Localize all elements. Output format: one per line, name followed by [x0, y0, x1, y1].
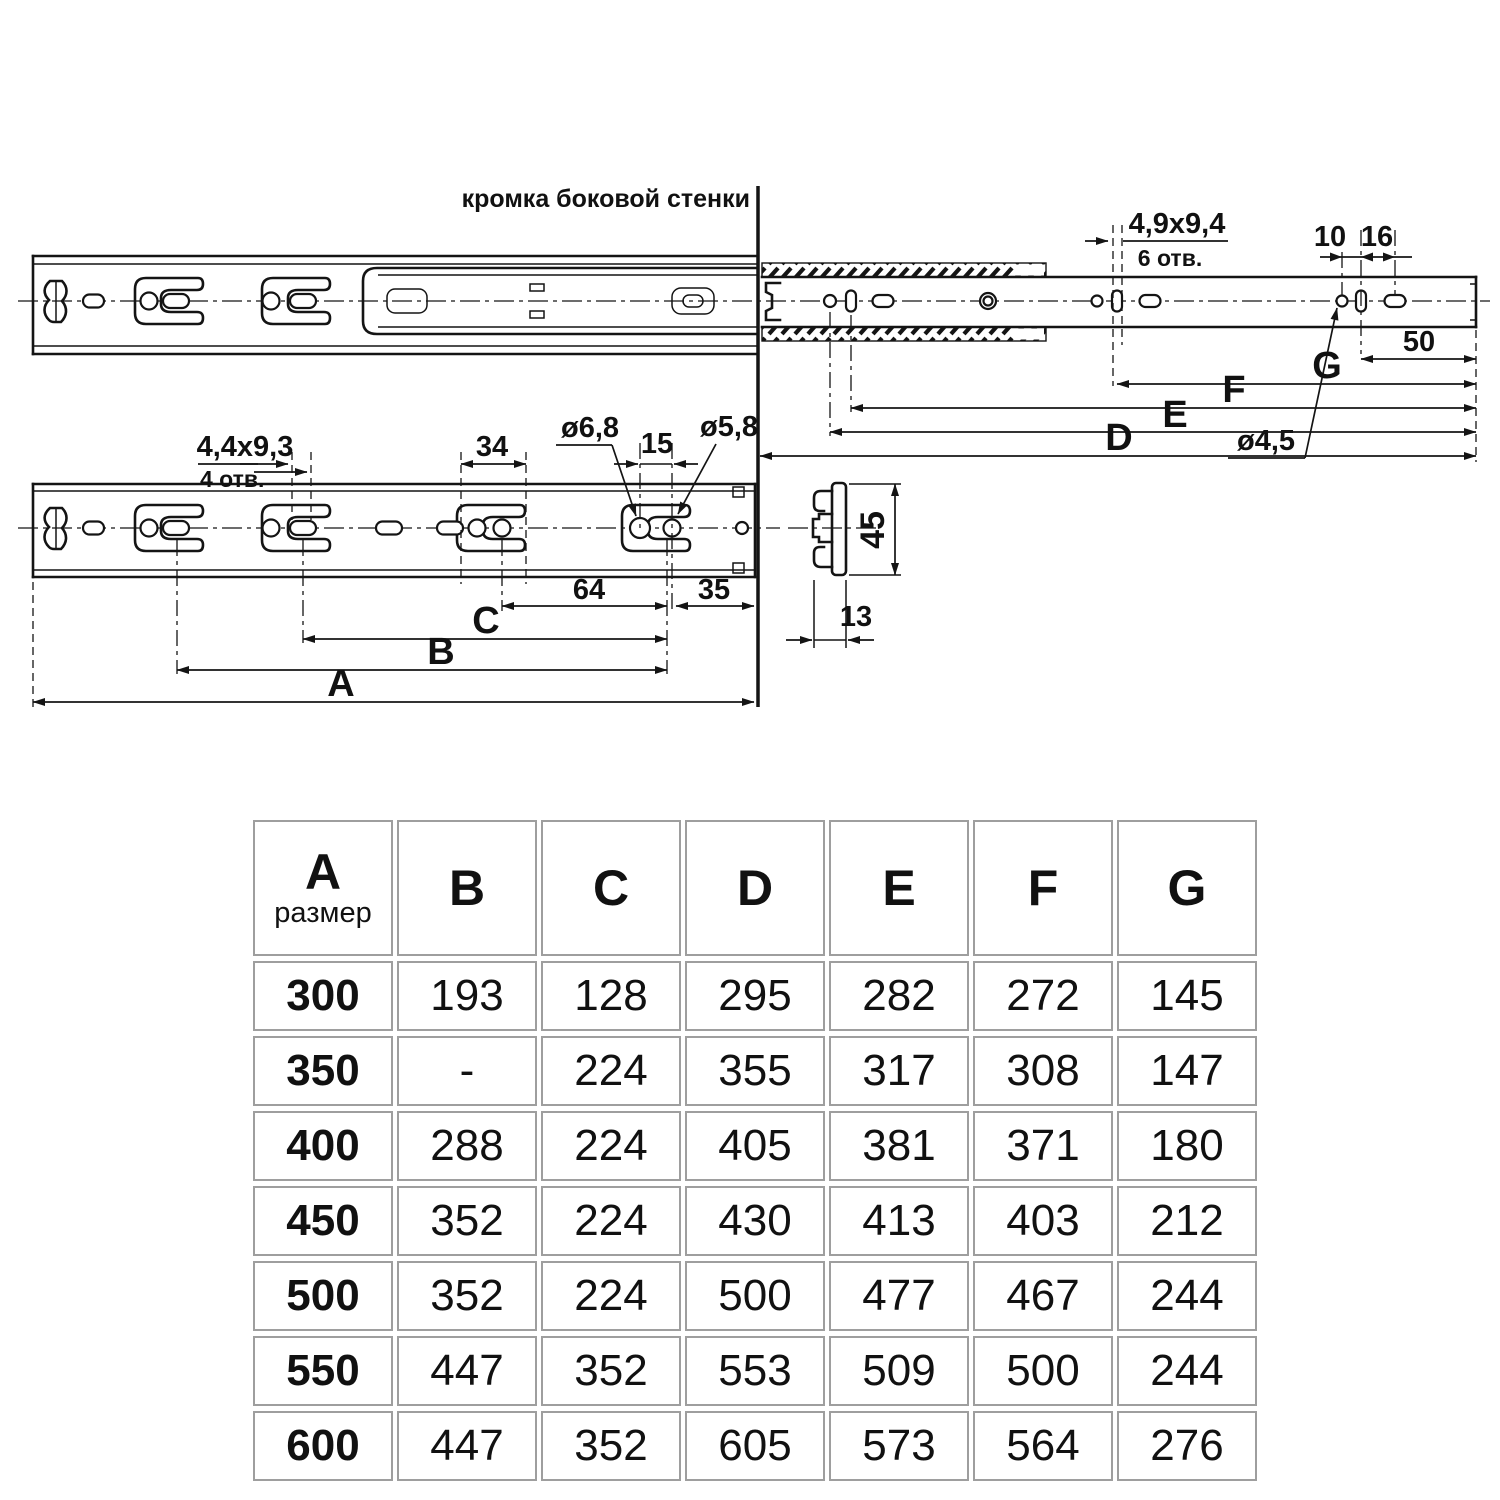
dim-13-width: 13 — [839, 601, 873, 633]
col-header-G — [1117, 820, 1257, 956]
dimensions-table — [249, 815, 1261, 1486]
dim-35: 35 — [697, 574, 731, 606]
cell-value: 224 — [541, 1261, 681, 1331]
cell-value: 405 — [685, 1111, 825, 1181]
rail-cross-section — [786, 483, 901, 648]
cell-value: 244 — [1117, 1261, 1257, 1331]
cell-value: 224 — [541, 1036, 681, 1106]
cell-value: 295 — [685, 961, 825, 1031]
cell-value: - — [397, 1036, 537, 1106]
cell-value: 224 — [541, 1186, 681, 1256]
cell-value: 371 — [973, 1111, 1113, 1181]
cell-value: 212 — [1117, 1186, 1257, 1256]
cell-value: 180 — [1117, 1111, 1257, 1181]
dim-G-label: G — [1312, 345, 1342, 387]
cell-value: 605 — [685, 1411, 825, 1481]
cell-value: 500 — [973, 1336, 1113, 1406]
col-header-B — [397, 820, 537, 956]
col-header-letter: F — [1027, 859, 1059, 916]
col-header-letter: E — [882, 859, 916, 916]
cell-value: 573 — [829, 1411, 969, 1481]
col-header-A — [253, 820, 393, 956]
cell-value: 147 — [1117, 1036, 1257, 1106]
dim-D-label: D — [1105, 417, 1133, 459]
col-header-letter: B — [448, 859, 486, 916]
cell-value: 403 — [973, 1186, 1113, 1256]
cell-value: 413 — [829, 1186, 969, 1256]
cell-value: 317 — [829, 1036, 969, 1106]
table-row — [253, 1411, 1257, 1481]
lower-dimensions — [33, 411, 758, 707]
dim-15: 15 — [640, 428, 674, 460]
cell-value: 467 — [973, 1261, 1113, 1331]
table-row — [253, 1036, 1257, 1106]
cell-value: 352 — [397, 1186, 537, 1256]
cell-size: 550 — [253, 1336, 393, 1406]
upper-outer-rail — [33, 256, 757, 354]
dim-B-label: B — [427, 631, 455, 673]
dim-hole-dia-58: ø5,8 — [699, 411, 759, 443]
dim-slot-count-left: 4 отв. — [200, 466, 265, 492]
cell-value: 128 — [541, 961, 681, 1031]
table-row — [253, 1186, 1257, 1256]
table-row — [253, 1111, 1257, 1181]
dim-hole-dia-68: ø6,8 — [560, 412, 620, 444]
col-header-letter: D — [736, 859, 774, 916]
dim-10: 10 — [1313, 221, 1347, 253]
cell-value: 509 — [829, 1336, 969, 1406]
cell-size: 400 — [253, 1111, 393, 1181]
dim-A-label: A — [327, 663, 355, 705]
upper-middle-rail — [363, 268, 757, 334]
dim-64: 64 — [572, 574, 606, 606]
dim-45-height: 45 — [854, 511, 892, 549]
table-header-row — [253, 820, 1257, 956]
col-header-letter: C — [592, 859, 630, 916]
col-header-letter: A — [304, 843, 342, 900]
col-header-E — [829, 820, 969, 956]
cell-size: 350 — [253, 1036, 393, 1106]
dim-slot-size-right: 4,9x9,4 — [1128, 208, 1226, 240]
cell-value: 381 — [829, 1111, 969, 1181]
cell-value: 276 — [1117, 1411, 1257, 1481]
cell-value: 145 — [1117, 961, 1257, 1031]
cell-size: 500 — [253, 1261, 393, 1331]
dim-slot-size-left: 4,4x9,3 — [196, 431, 294, 463]
wall-edge-label: кромка боковой стенки — [461, 185, 750, 213]
cell-value: 430 — [685, 1186, 825, 1256]
cell-size: 600 — [253, 1411, 393, 1481]
lower-rail — [33, 484, 755, 577]
col-header-C — [541, 820, 681, 956]
cell-value: 288 — [397, 1111, 537, 1181]
cell-value: 272 — [973, 961, 1113, 1031]
dim-F-label: F — [1222, 369, 1246, 411]
dim-E-label: E — [1162, 394, 1188, 436]
cell-value: 352 — [541, 1336, 681, 1406]
col-header-sub: размер — [274, 897, 372, 930]
dimensions-table-wrap — [249, 815, 1500, 1486]
cell-value: 355 — [685, 1036, 825, 1106]
cell-value: 224 — [541, 1111, 681, 1181]
col-header-F — [973, 820, 1113, 956]
cell-value: 282 — [829, 961, 969, 1031]
table-row — [253, 1261, 1257, 1331]
cell-value: 477 — [829, 1261, 969, 1331]
table-row — [253, 1336, 1257, 1406]
dim-16: 16 — [1360, 221, 1394, 253]
cell-value: 352 — [541, 1411, 681, 1481]
cell-value: 553 — [685, 1336, 825, 1406]
col-header-D — [685, 820, 825, 956]
cell-value: 447 — [397, 1336, 537, 1406]
cell-size: 300 — [253, 961, 393, 1031]
cell-size: 450 — [253, 1186, 393, 1256]
cell-value: 352 — [397, 1261, 537, 1331]
col-header-letter: G — [1167, 859, 1207, 916]
dim-34: 34 — [475, 431, 509, 463]
cell-value: 193 — [397, 961, 537, 1031]
cell-value: 308 — [973, 1036, 1113, 1106]
extended-rail — [762, 263, 1476, 341]
table-row — [253, 961, 1257, 1031]
dim-50: 50 — [1402, 326, 1436, 358]
cell-value: 244 — [1117, 1336, 1257, 1406]
dim-hole-dia-right: ø4,5 — [1236, 425, 1296, 457]
cell-value: 500 — [685, 1261, 825, 1331]
dim-C-label: C — [472, 600, 500, 642]
dim-slot-count-right: 6 отв. — [1137, 245, 1203, 271]
cell-value: 447 — [397, 1411, 537, 1481]
cell-value: 564 — [973, 1411, 1113, 1481]
